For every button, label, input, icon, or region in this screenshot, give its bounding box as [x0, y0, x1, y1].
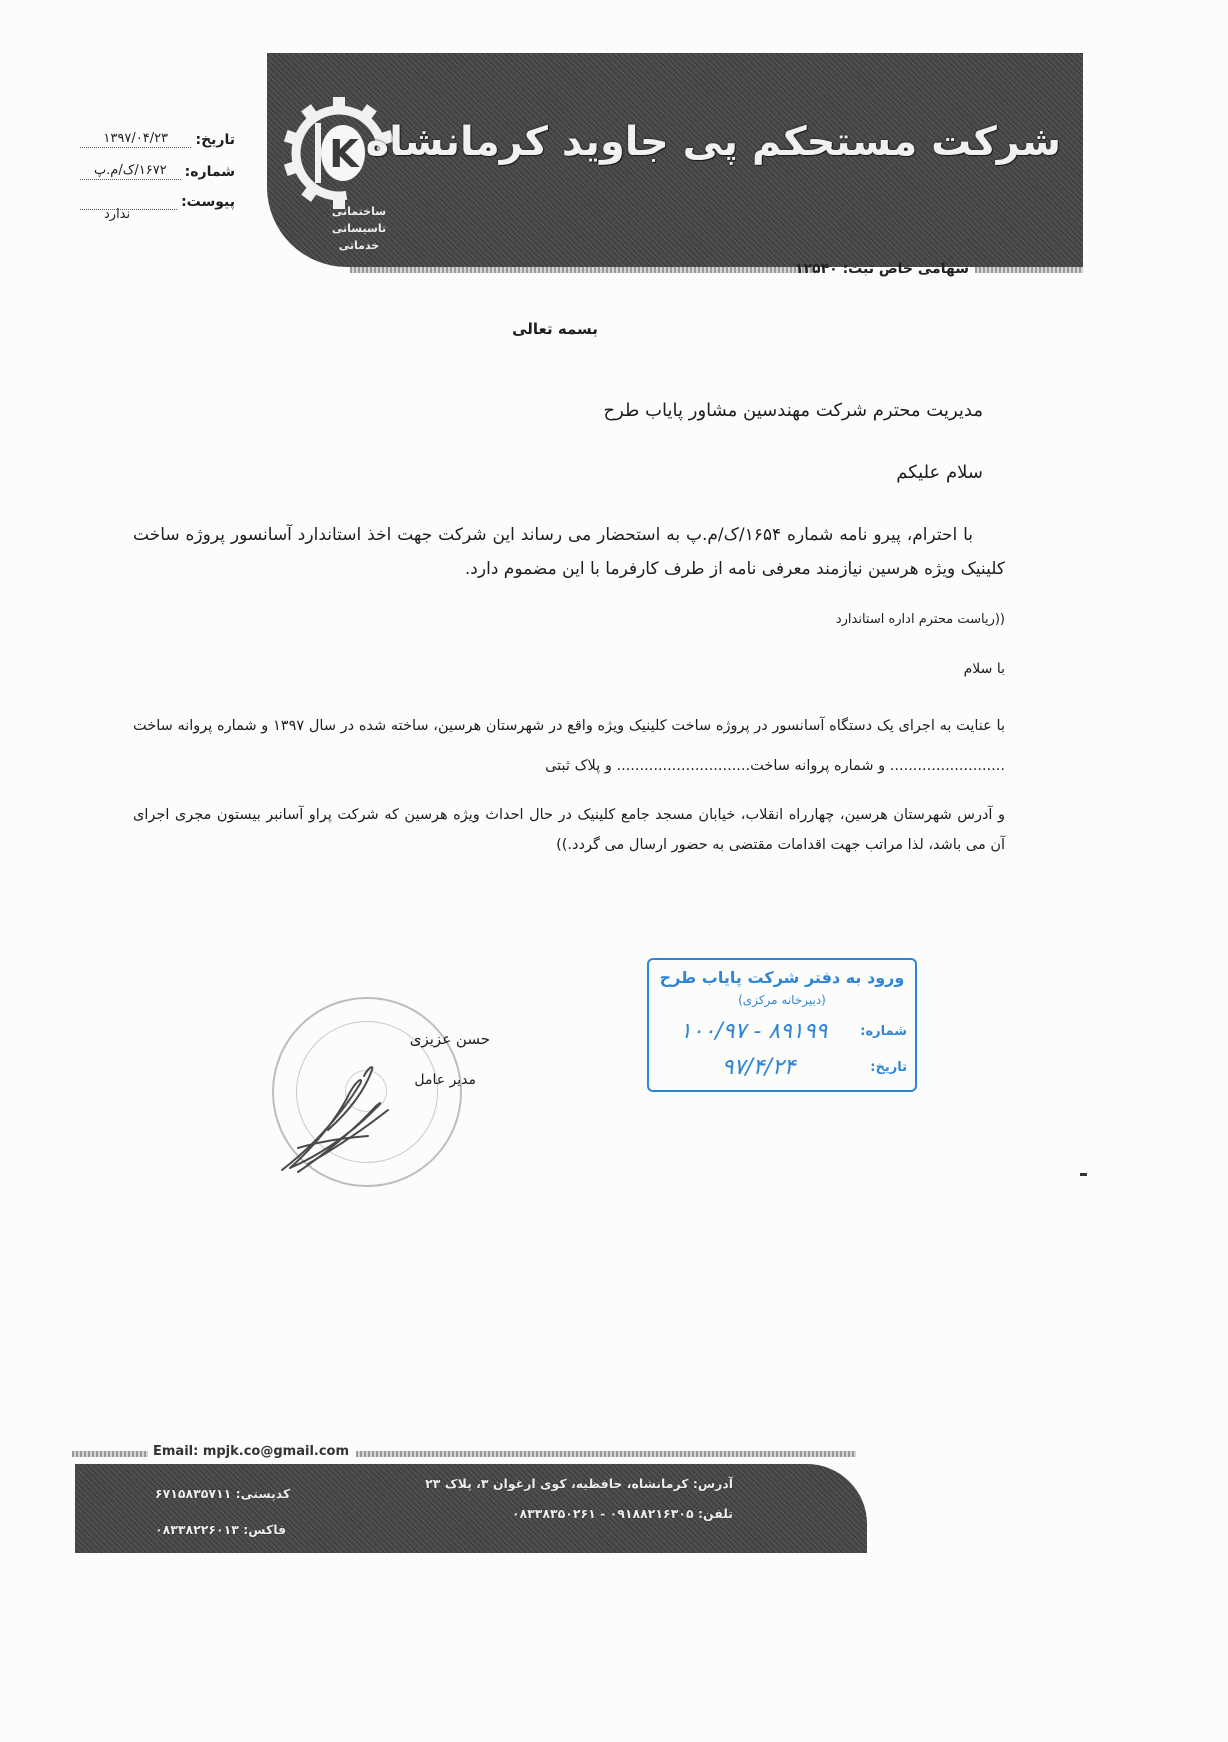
logo-caption-line: ساختمانی — [331, 205, 387, 218]
stamp-number-value: ۱۰۰/۹۷ - ۸۹۱۹۹ — [679, 1018, 828, 1044]
signer-title: مدیر عامل — [414, 1072, 476, 1088]
scan-mark — [1080, 1173, 1087, 1176]
stamp-number-row — [657, 1016, 907, 1046]
stamp-subtitle: (دبیرخانه مرکزی) — [738, 993, 826, 1007]
date-value: ۱۳۹۷/۰۴/۲۳ — [80, 131, 191, 148]
footer-postal-code: کدپستی: ۶۷۱۵۸۳۵۷۱۱ — [155, 1486, 291, 1501]
footer-divider-stripe — [356, 1451, 856, 1457]
number-row — [80, 160, 235, 180]
header-divider-stripe — [350, 267, 815, 273]
invocation: بسمه تعالی — [512, 320, 598, 338]
stamp-date-row — [657, 1052, 907, 1082]
header-divider-stripe — [975, 267, 1083, 273]
date-row — [80, 128, 235, 148]
signature-mark — [268, 1040, 468, 1190]
quote-paragraph: با عنایت به اجرای یک دستگاه آسانسور در پروژه ساخت کلینیک ویژه واقع در شهرستان هرسین، ساخته شده در سال ۱۳۹۷ و شماره پروانه ساخت ......................... و شماره پروانه ساخت............................. و پلاک ثبتی — [133, 718, 1005, 774]
date-label: تاریخ: — [195, 132, 235, 148]
registration-number: سهامی خاص ثبت: ۱۲۵۴۰ — [794, 261, 969, 277]
quote-greeting: با سلام — [963, 661, 1005, 677]
logo-caption — [329, 203, 389, 254]
signer-name: حسن عزیزی — [409, 1030, 490, 1048]
receipt-stamp — [647, 958, 917, 1092]
footer-contact-band — [75, 1464, 867, 1553]
greeting: سلام علیکم — [896, 462, 983, 483]
email-address: Email: mpjk.co@gmail.com — [153, 1444, 350, 1459]
number-value: ۱۶۷۲/ک/م.پ — [80, 163, 181, 180]
logo-letter: K — [329, 132, 359, 176]
stamp-date-label: تاریخ: — [870, 1059, 907, 1075]
attachment-label: پیوست: — [181, 194, 235, 210]
quote-addressee: ((ریاست محترم اداره استاندارد — [835, 612, 1005, 627]
company-name: شرکت مستحکم پی جاوید کرمانشاه — [365, 119, 1061, 165]
letterhead-banner — [267, 53, 1083, 267]
stamp-number-label: شماره: — [860, 1023, 907, 1039]
footer-fax: فاکس: ۰۸۳۳۸۲۲۶۰۱۳ — [155, 1522, 287, 1537]
attachment-value: ندارد — [104, 207, 131, 222]
logo-caption-line: خدماتی — [338, 239, 380, 252]
recipient: مدیریت محترم شرکت مهندسین مشاور پایاب طرح — [603, 400, 983, 421]
quote-paragraph: و آدرس شهرستان هرسین، چهارراه انقلاب، خیابان مسجد جامع کلینیک در حال احداث ویژه هرسین که شرکت پراو آسانبر بیستون مجری اجرای آن می باشد، لذا مراتب جهت اقدامات مقتضی به حضور ارسال می گردد.)) — [133, 807, 1005, 853]
footer-address: آدرس: کرمانشاه، حافظیه، کوی ارغوان ۳، پلاک ۲۳ — [425, 1476, 733, 1491]
logo-caption-line: تاسیساتی — [331, 222, 387, 235]
stamp-title: ورود به دفتر شرکت پایاب طرح — [659, 968, 905, 987]
stamp-date-value: ۹۷/۴/۲۴ — [721, 1054, 796, 1080]
footer-phone: تلفن: ۰۹۱۸۸۲۱۶۳۰۵ - ۰۸۳۳۸۳۵۰۲۶۱ — [511, 1506, 733, 1521]
body-paragraph: با احترام، پیرو نامه شماره ۱۶۵۴/ک/م.پ به استحضار می رساند این شرکت جهت اخذ استاندارد آسانسور پروژه ساخت کلینیک ویژه هرسین نیازمند معرفی نامه از طرف کارفرما با این مضموم دارد. — [133, 525, 1005, 579]
footer-divider-stripe — [72, 1451, 148, 1457]
number-label: شماره: — [184, 164, 235, 180]
